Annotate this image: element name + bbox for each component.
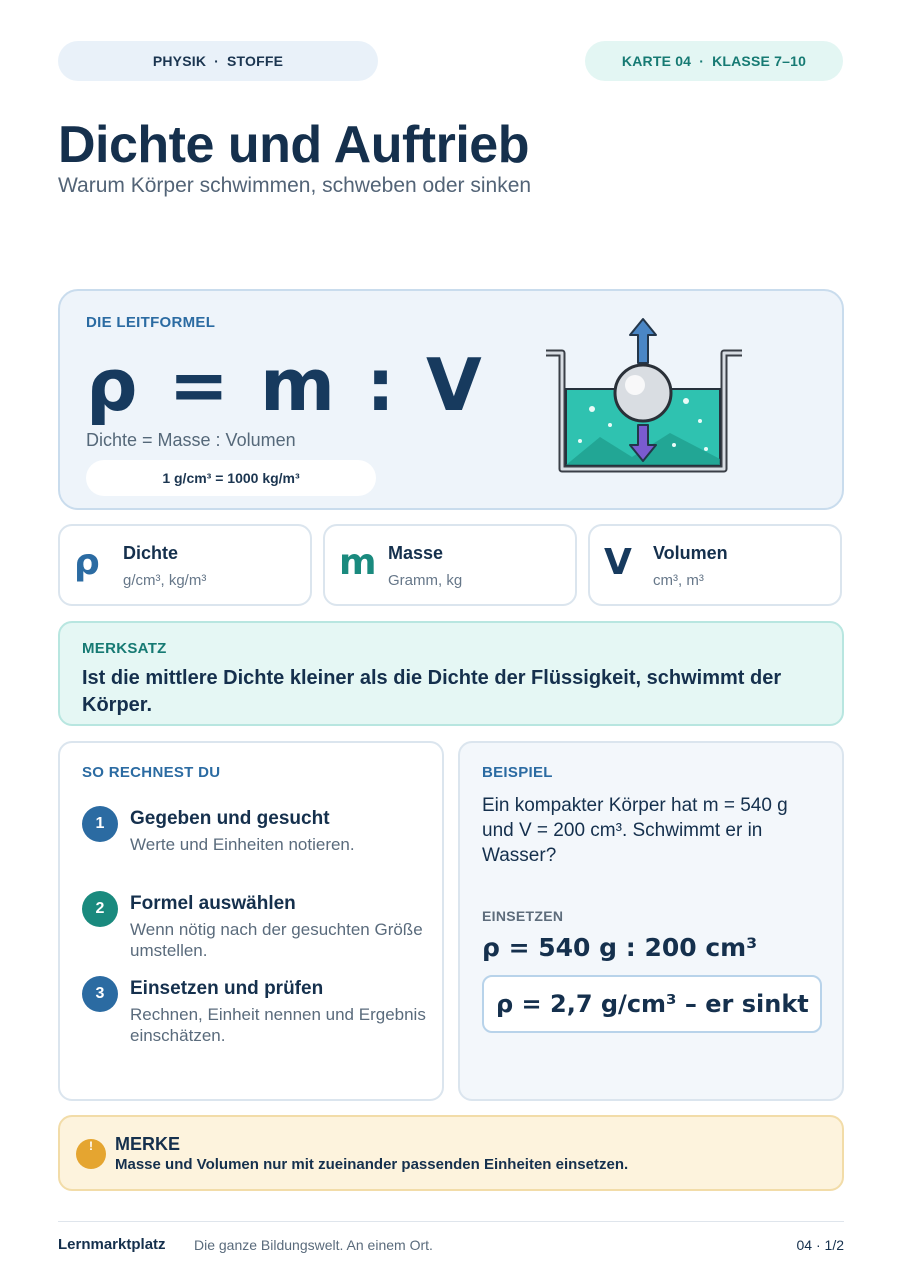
formula-expression: ρ = m : V (86, 343, 485, 427)
example-result: ρ = 2,7 g/cm³ – er sinkt (482, 975, 822, 1033)
variable-units: Gramm, kg (388, 572, 463, 589)
step-number-badge: 3 (82, 976, 118, 1012)
page-number: 04 · 1/2 (796, 1237, 844, 1253)
variable-name: Dichte (123, 543, 179, 563)
subject-tag (58, 41, 378, 81)
steps-panel (58, 741, 444, 1101)
example-label: BEISPIEL (482, 764, 553, 781)
variable-symbol: ρ (74, 542, 100, 583)
step-number-badge: 2 (82, 891, 118, 927)
step-description: Werte und Einheiten notieren. (130, 835, 355, 854)
footer-brand: Lernmarktplatz (58, 1236, 166, 1253)
formula-panel (58, 289, 844, 510)
step-description: Rechnen, Einheit nennen und Ergebnis einschätzen. (130, 1005, 426, 1045)
example-calculation: ρ = 540 g : 200 cm³ (482, 933, 758, 962)
example-text: Ein kompakter Körper hat m = 540 g und V = 200 cm³. Schwimmt er in Wasser? (482, 795, 788, 866)
variable-name: Volumen (653, 543, 728, 563)
variable-card-volume (588, 524, 842, 606)
footer-divider (58, 1221, 844, 1222)
variable-units: g/cm³, kg/m³ (123, 572, 207, 589)
merke-title: MERKE (115, 1134, 181, 1154)
variable-symbol: V (604, 542, 632, 583)
merke-text: Masse und Volumen nur mit zueinander passenden Einheiten einsetzen. (115, 1156, 629, 1173)
variable-symbol: m (339, 542, 377, 583)
topic-label: STOFFE (227, 53, 284, 69)
subject-label: PHYSIK (152, 53, 207, 69)
example-panel (458, 741, 844, 1101)
page-title: Dichte und Auftrieb (58, 116, 529, 174)
card-number: KARTE 04 (621, 53, 692, 69)
variable-card-mass (323, 524, 577, 606)
step-description: Wenn nötig nach der gesuchten Größe umstellen. (130, 920, 423, 960)
example-sub-label: EINSETZEN (482, 908, 564, 924)
merksatz-text: Ist die mittlere Dichte kleiner als die Dichte der Flüssigkeit, schwimmt der Körper. (82, 667, 782, 716)
merke-box (58, 1115, 844, 1191)
variable-card-density (58, 524, 312, 606)
variable-name: Masse (388, 543, 444, 563)
steps-label: SO RECHNEST DU (82, 764, 221, 781)
merksatz-label: MERKSATZ (82, 640, 167, 657)
step-title: Gegeben und gesucht (130, 808, 330, 829)
step-title: Einsetzen und prüfen (130, 978, 324, 999)
step-title: Formel auswählen (130, 893, 296, 914)
formula-label: DIE LEITFORMEL (86, 314, 216, 331)
page-subtitle: Warum Körper schwimmen, schweben oder sinken (58, 174, 532, 197)
ball-in-water-tank-illustration (540, 317, 752, 481)
unit-conversion: 1 g/cm³ = 1000 kg/m³ (86, 460, 376, 496)
footer-claim: Die ganze Bildungswelt. An einem Ort. (194, 1237, 433, 1253)
card-tag (585, 41, 843, 81)
exclamation-icon: ! (76, 1139, 106, 1169)
separator: · (699, 53, 705, 69)
variable-units: cm³, m³ (653, 572, 704, 589)
formula-description: Dichte = Masse : Volumen (86, 430, 296, 450)
step-number-badge: 1 (82, 806, 118, 842)
merksatz-box (58, 621, 844, 726)
grade-label: KLASSE 7–10 (712, 53, 807, 69)
separator: · (214, 53, 220, 69)
